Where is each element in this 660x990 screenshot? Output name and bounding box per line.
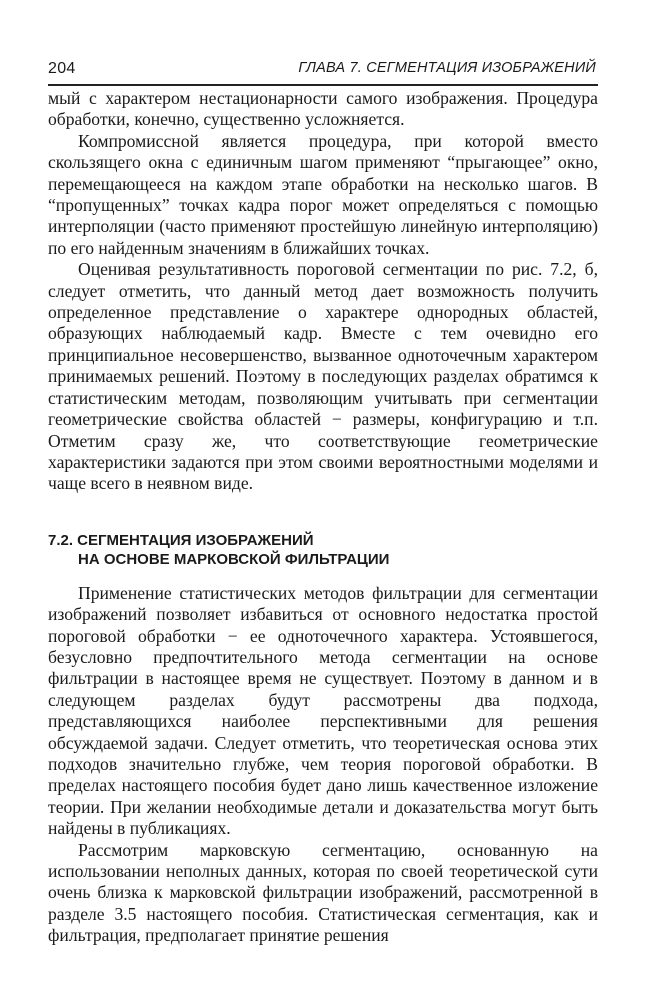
paragraph: Оценивая результативность пороговой сегментации по рис. 7.2, б, следует отметить, что данный метод дает возможность получить определенное представление о характере однородных областей, образующих наблюдаемый кадр. Вместе с тем очевидно его принципиальное несовершенство, вызванное одноточечным характером принимаемых решений. Поэтому в последующих разделах обратимся к статистическим методам, позволяющим учитывать при сегментации геометрические свойства областей − размеры, конфигурацию и т.п. Отметим сразу же, что соответствующие геометрические характеристики задаются при этом своими вероятностными моделями и чаще всего в неявном виде. — [48, 259, 598, 494]
paragraph: мый с характером нестационарности самого изображения. Процедура обработки, конечно, существенно усложняется. — [48, 88, 598, 130]
section-heading — [48, 531, 598, 569]
paragraph: Компромиссной является процедура, при которой вместо скользящего окна с единичным шагом применяют “прыгающее” окно, перемещающееся на каждом этапе обработки на несколько шагов. В “пропущенных” точках кадра порог может определяться с помощью интерполяции (часто применяют простейшую линейную интерполяцию) по его найденным значениям в ближайших точках. — [48, 130, 598, 258]
header-rule — [48, 84, 598, 86]
section-heading-line1: 7.2. СЕГМЕНТАЦИЯ ИЗОБРАЖЕНИЙ — [48, 531, 314, 549]
page-number: 204 — [48, 60, 76, 77]
page-header — [48, 58, 596, 82]
page-body — [48, 88, 598, 947]
paragraph: Рассмотрим марковскую сегментацию, основанную на использовании неполных данных, которая по своей теоретической сути очень близка к марковской фильтрации изображений, рассмотренной в разделе 3.5 настоящего пособия. Статистическая сегментация, как и фильтрация, предполагает принятие решения — [48, 839, 598, 946]
running-head: ГЛАВА 7. СЕГМЕНТАЦИЯ ИЗОБРАЖЕНИЙ — [298, 60, 596, 76]
paragraph: Применение статистических методов фильтрации для сегментации изображений позволяет избавиться от основного недостатка простой пороговой обработки − ее одноточечного характера. Устоявшегося, безусловно предпочтительного метода сегментации на основе фильтрации в настоящее время не существует. Поэтому в данном и в следующем разделах будут рассмотрены два подхода, представляющихся наиболее перспективными для решения обсуждаемой задачи. Следует отметить, что теоретическая основа этих подходов значительно глубже, чем теория пороговой обработки. В пределах настоящего пособия будет дано лишь качественное изложение теории. При желании необходимые детали и доказательства могут быть найдены в публикациях. — [48, 582, 598, 839]
section-heading-line2: НА ОСНОВЕ МАРКОВСКОЙ ФИЛЬТРАЦИИ — [78, 550, 390, 568]
